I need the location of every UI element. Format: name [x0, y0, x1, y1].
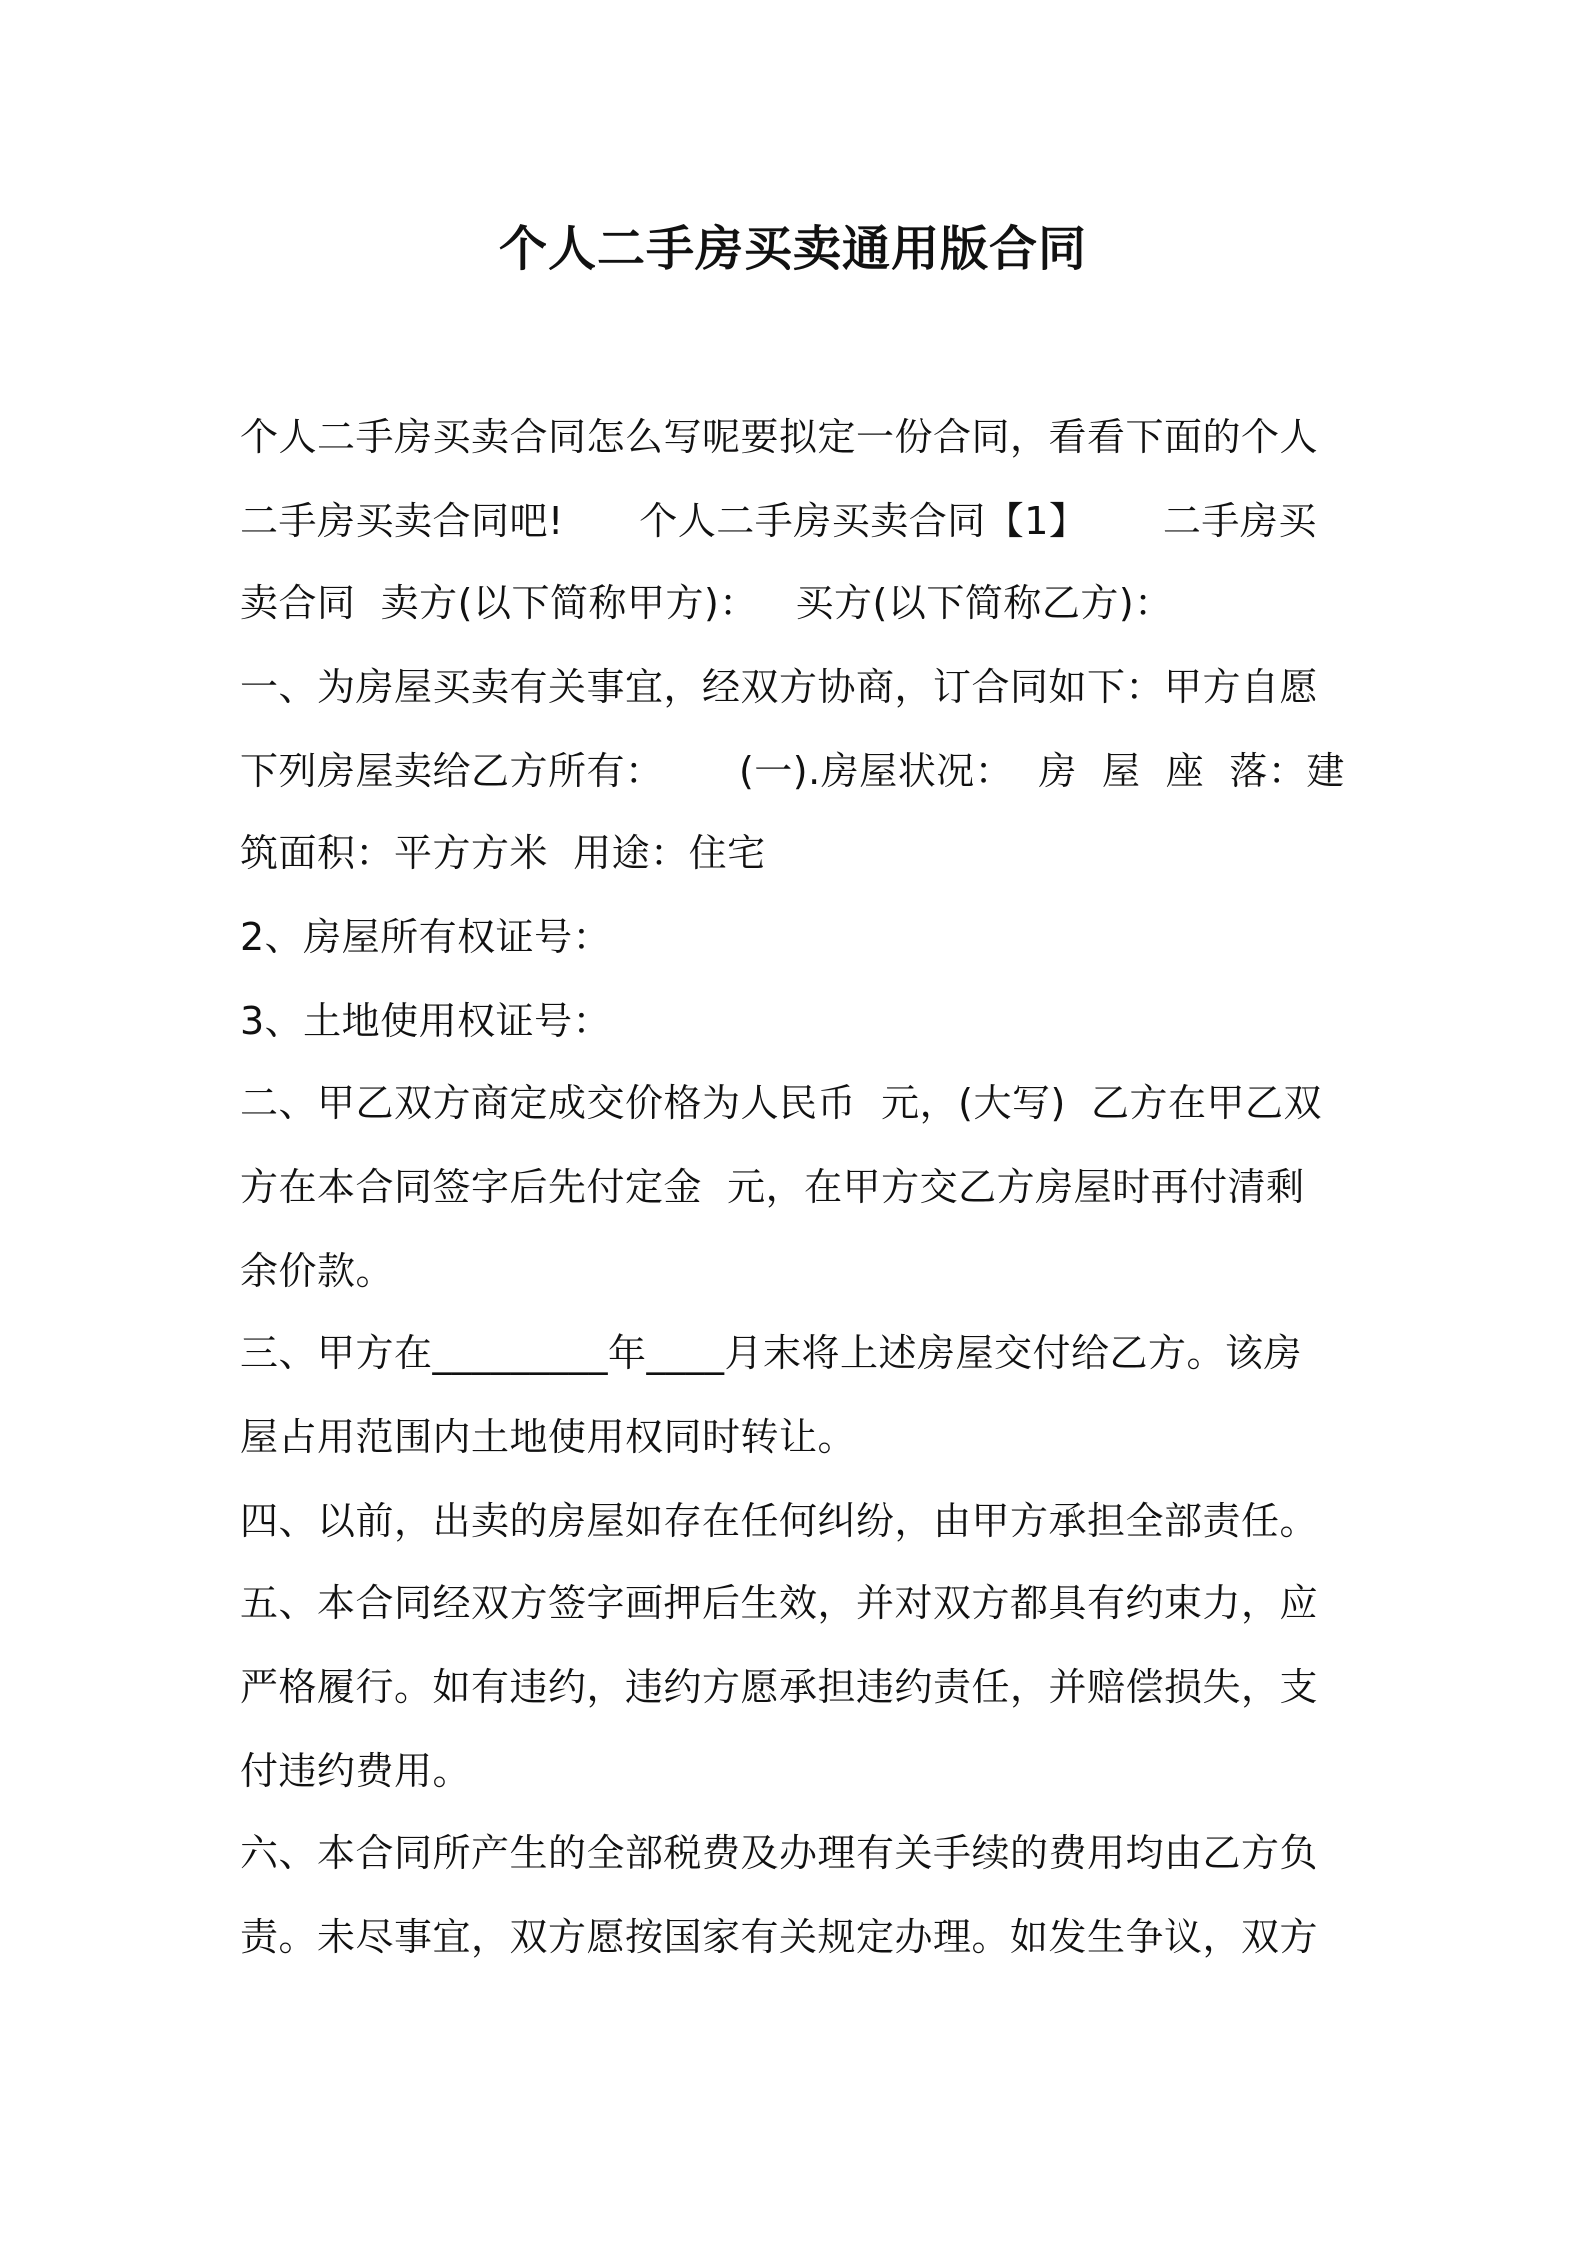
body-line: 屋占用范围内土地使用权同时转让。: [240, 1415, 857, 1459]
body-line: 付违约费用。: [240, 1749, 472, 1793]
body-line: 责。未尽事宜，双方愿按国家有关规定办理。如发生争议，双方: [240, 1915, 1319, 1959]
document-title: 个人二手房买卖通用版合同: [498, 221, 1087, 277]
body-line: 个人二手房买卖合同怎么写呢要拟定一份合同，看看下面的个人: [240, 415, 1319, 459]
body-line: 六、本合同所产生的全部税费及办理有关手续的费用均由乙方负: [240, 1831, 1319, 1875]
body-line: 三、甲方在_________年____月末将上述房屋交付给乙方。该房: [240, 1331, 1303, 1375]
body-line: 一、为房屋买卖有关事宜，经双方协商，订合同如下：甲方自愿: [240, 665, 1319, 709]
body-line: 二、甲乙双方商定成交价格为人民币 元，(大写) 乙方在甲乙双: [240, 1081, 1322, 1125]
body-line: 卖合同 卖方(以下简称甲方)： 买方(以下简称乙方)：: [240, 581, 1173, 625]
body-line: 下列房屋卖给乙方所有： (一).房屋状况： 房 屋 座 落：建: [240, 749, 1345, 793]
body-line: 3、土地使用权证号：: [240, 999, 612, 1043]
body-line: 四、以前，出卖的房屋如存在任何纠纷，由甲方承担全部责任。: [240, 1499, 1319, 1543]
body-line: 严格履行。如有违约，违约方愿承担违约责任，并赔偿损失，支: [240, 1665, 1319, 1709]
body-line: 方在本合同签字后先付定金 元，在甲方交乙方房屋时再付清剩: [240, 1165, 1305, 1209]
body-line: 余价款。: [240, 1249, 395, 1293]
body-line: 2、房屋所有权证号：: [240, 915, 612, 959]
body-line: 筑面积：平方方米 用途：住宅: [240, 831, 766, 875]
body-line: 二手房买卖合同吧! 个人二手房买卖合同【1】 二手房买: [240, 499, 1317, 543]
body-line: 五、本合同经双方签字画押后生效，并对双方都具有约束力，应: [240, 1581, 1319, 1625]
